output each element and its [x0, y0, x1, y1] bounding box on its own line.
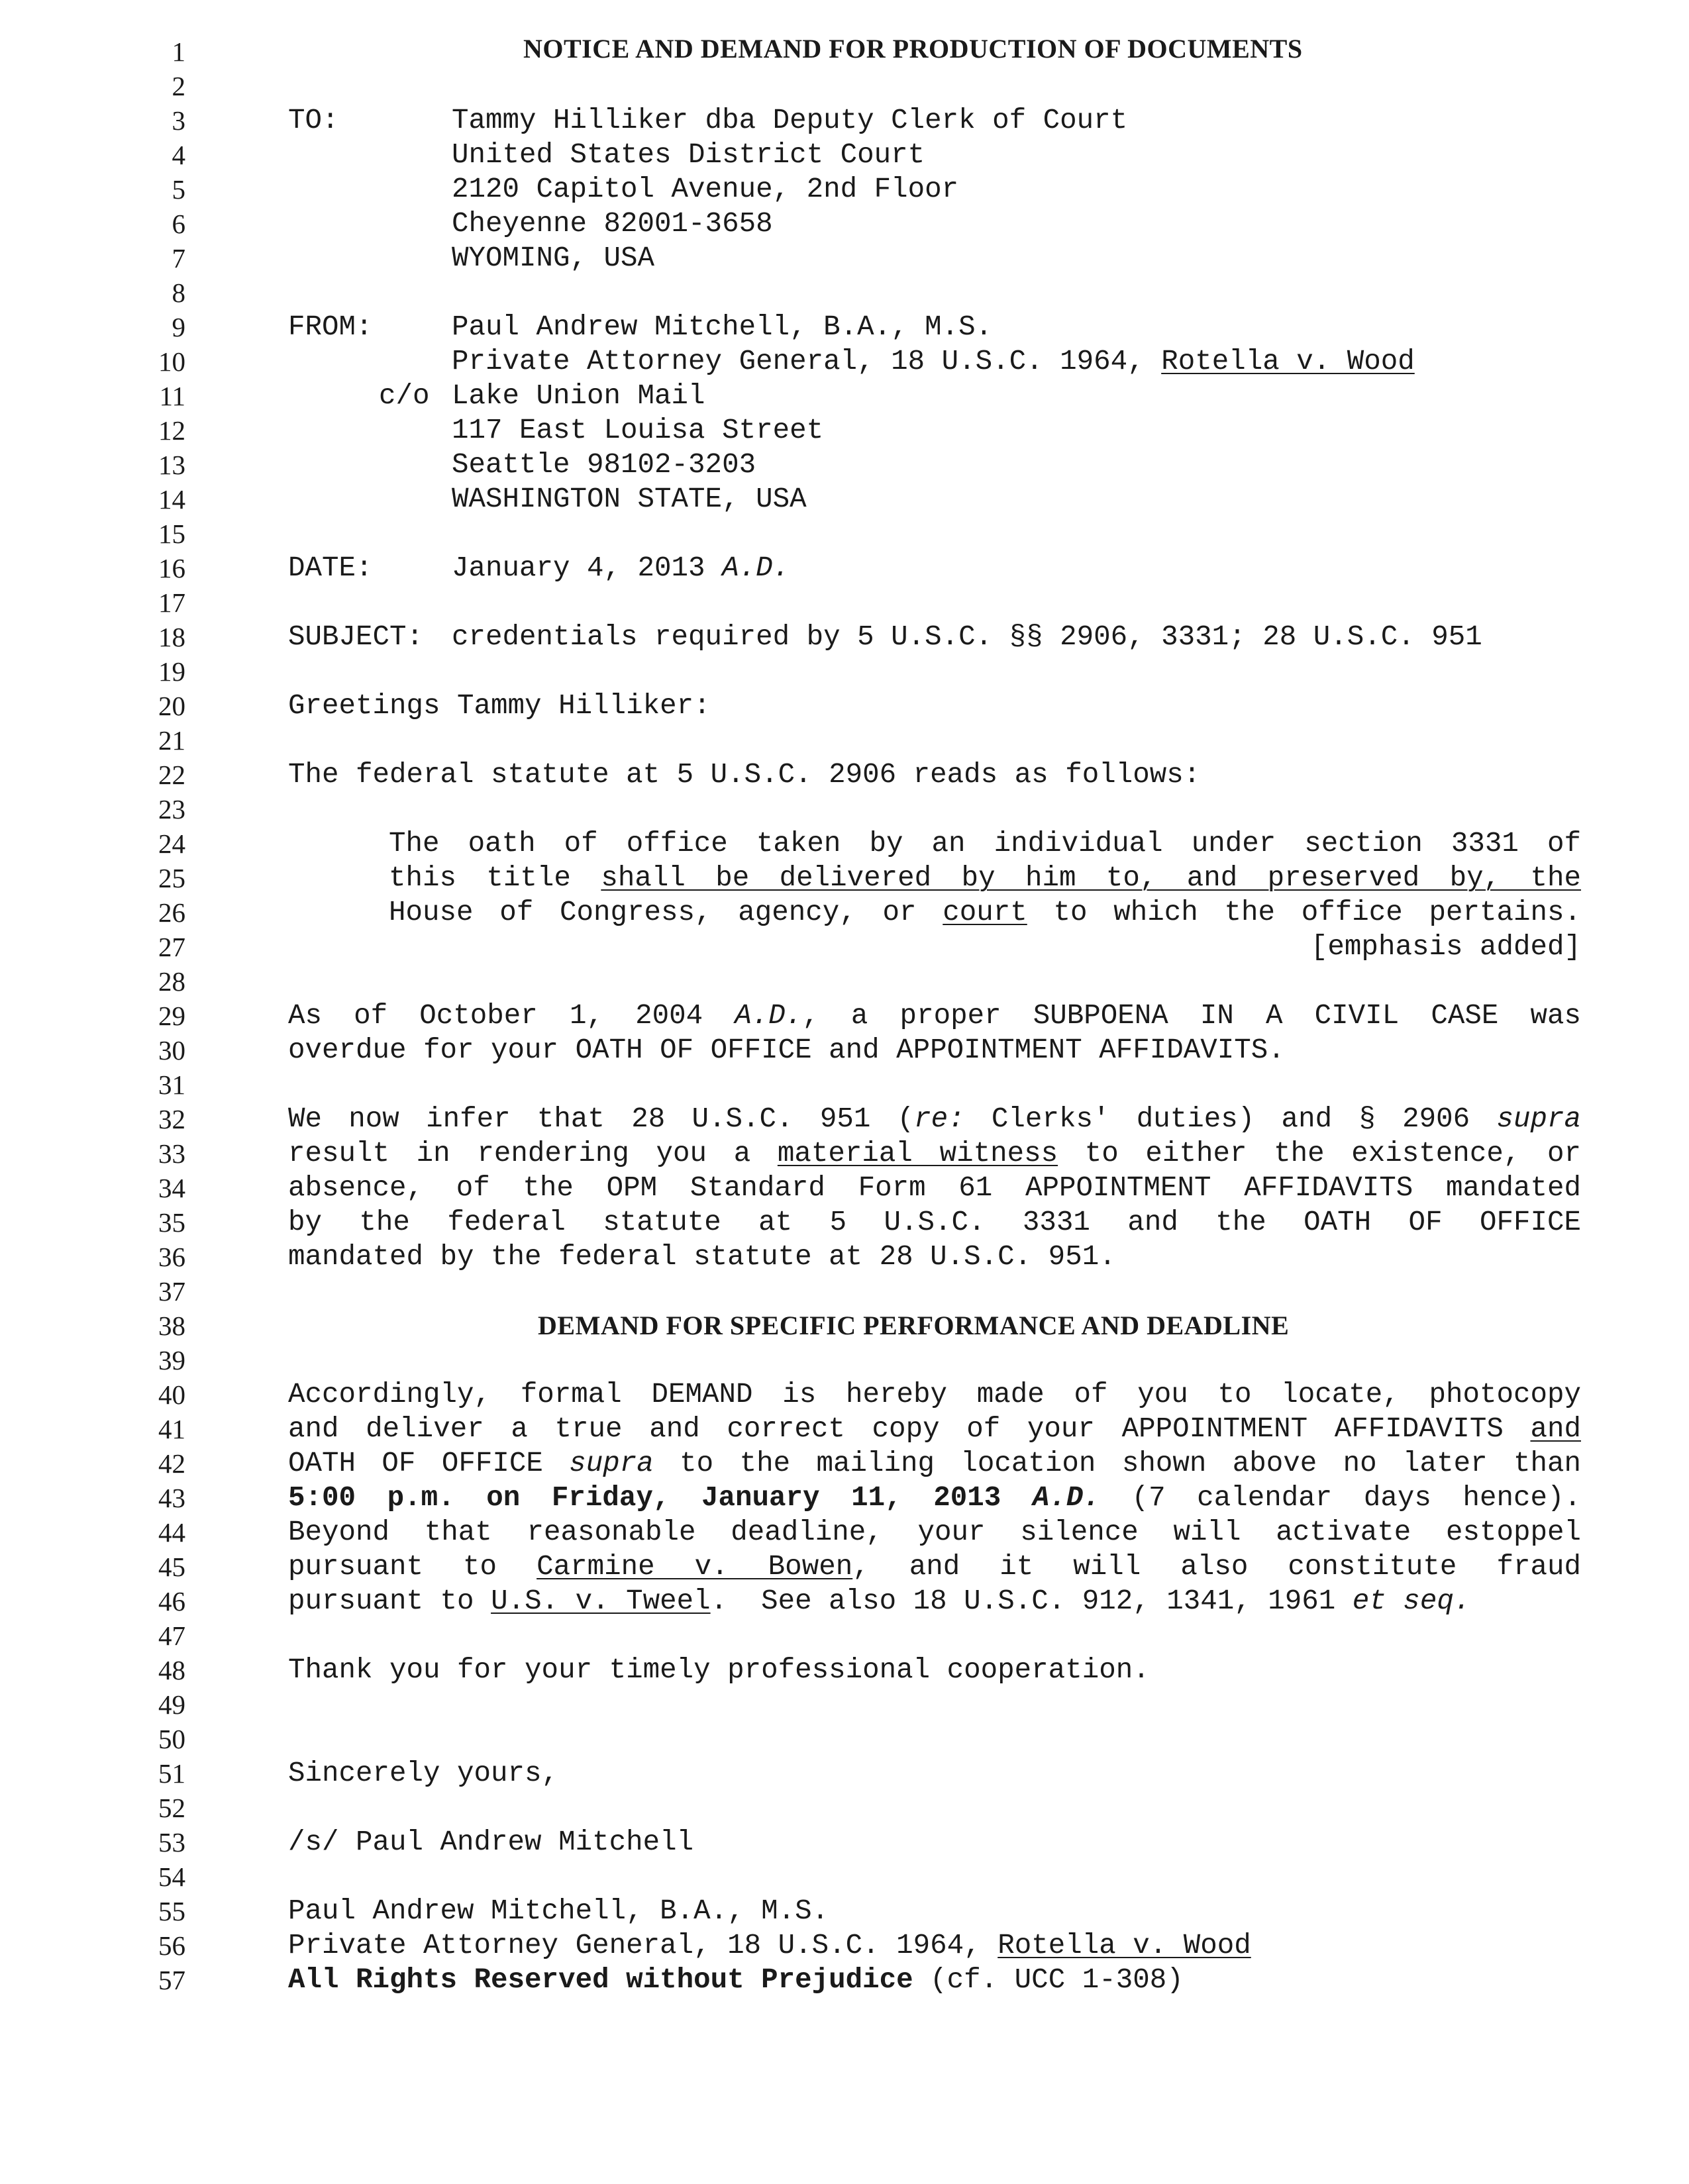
deadline-text: 5:00 p.m. on Friday, January 11, 2013: [288, 1482, 1033, 1514]
para3-line-2: [288, 1412, 1581, 1446]
date-value: [452, 551, 790, 585]
line-number: 20: [158, 691, 185, 721]
para1-line-1: [288, 999, 1581, 1033]
quote-line-2-text: this title: [389, 862, 601, 894]
line-number: 5: [172, 174, 185, 205]
para3-l7-b: . See also 18 U.S.C. 912, 1341, 1961: [710, 1585, 1353, 1617]
line-number: 46: [158, 1586, 185, 1616]
line-number: 4: [172, 140, 185, 170]
para3-l3-b: to the mailing location shown above no later than: [653, 1448, 1581, 1479]
line-number: 35: [158, 1207, 185, 1238]
line-number: 7: [172, 243, 185, 273]
para3-l2-a: and deliver a true and correct copy of your APPOINTMENT AFFIDAVITS: [288, 1413, 1531, 1445]
line-number: 16: [158, 553, 185, 583]
ucc-reference: (cf. UCC 1-308): [913, 1964, 1184, 1996]
line-number: 18: [158, 622, 185, 652]
para3-l3-supra: supra: [569, 1448, 654, 1479]
para3-line-4: [288, 1481, 1581, 1515]
para2-l1-supra: supra: [1496, 1103, 1581, 1135]
line-number: 33: [158, 1138, 185, 1169]
line-number: 48: [158, 1655, 185, 1685]
line-number: 49: [158, 1689, 185, 1720]
line-number: 25: [158, 863, 185, 893]
para3-line-3: [288, 1446, 1581, 1481]
para2-l1-b: Clerks' duties) and § 2906: [964, 1103, 1497, 1135]
para1-line-2: overdue for your OATH OF OFFICE and APPOINTMENT AFFIDAVITS.: [288, 1034, 1285, 1066]
line-number: 42: [158, 1448, 185, 1479]
line-number: 2: [172, 71, 185, 101]
quote-line-3-text-b: to which the office pertains.: [1027, 897, 1581, 928]
rights-reserved: [288, 1963, 1184, 1997]
line-number: 21: [158, 725, 185, 756]
date-label: DATE:: [288, 552, 373, 584]
from-line-4: WASHINGTON STATE, USA: [452, 483, 807, 515]
date-era: A.D.: [722, 552, 790, 584]
line-number: 29: [158, 1001, 185, 1031]
line-number: 38: [158, 1311, 185, 1341]
line-number: 36: [158, 1242, 185, 1272]
from-name: Paul Andrew Mitchell, B.A., M.S.: [452, 311, 993, 343]
line-number: 34: [158, 1173, 185, 1203]
line-number: 55: [158, 1896, 185, 1926]
line-number: 39: [158, 1345, 185, 1375]
statute-intro: The federal statute at 5 U.S.C. 2906 reads as follows:: [288, 759, 1201, 791]
line-number: 50: [158, 1724, 185, 1754]
document-title: NOTICE AND DEMAND FOR PRODUCTION OF DOCUMENTS: [523, 34, 1303, 64]
subject-label: SUBJECT:: [288, 621, 424, 653]
quote-line-3-text-a: House of Congress, agency, or: [389, 897, 943, 928]
line-number: 13: [158, 450, 185, 480]
quote-emphasis-2: court: [943, 897, 1027, 928]
para2-line-1: [288, 1102, 1581, 1136]
line-number: 30: [158, 1035, 185, 1066]
line-number: 8: [172, 277, 185, 308]
quote-line-1: The oath of office taken by an individual under section 3331 of: [389, 828, 1581, 860]
deadline-era: A.D.: [1032, 1482, 1100, 1514]
to-line-4: Cheyenne 82001-3658: [452, 208, 773, 240]
para3-l2-and: and: [1530, 1413, 1581, 1445]
line-number: 41: [158, 1414, 185, 1444]
from-title: [452, 344, 1415, 379]
line-number: 44: [158, 1517, 185, 1548]
quote-emphasis-1: shall be delivered by him to, and preserved by, the: [601, 862, 1582, 894]
line-number: 40: [158, 1379, 185, 1410]
line-number: 1: [172, 36, 185, 67]
sig-title-text: Private Attorney General, 18 U.S.C. 1964,: [288, 1930, 998, 1961]
quote-line-3: [389, 895, 1581, 930]
line-number: 15: [158, 519, 185, 549]
case-citation-tweel: U.S. v. Tweel: [491, 1585, 711, 1617]
line-number: 51: [158, 1758, 185, 1789]
para2-l1-re: re:: [914, 1103, 965, 1135]
from-title-text: Private Attorney General, 18 U.S.C. 1964,: [452, 346, 1162, 377]
para3-line-6: [288, 1550, 1581, 1584]
line-number: 22: [158, 760, 185, 790]
to-line-1: Tammy Hilliker dba Deputy Clerk of Court: [452, 105, 1128, 136]
line-number: 24: [158, 828, 185, 859]
para2-l2-b: to either the existence, or: [1058, 1138, 1581, 1169]
from-label: FROM:: [288, 311, 373, 343]
line-number: 28: [158, 966, 185, 997]
to-line-3: 2120 Capitol Avenue, 2nd Floor: [452, 174, 959, 205]
to-line-2: United States District Court: [452, 139, 925, 171]
line-number: 47: [158, 1620, 185, 1651]
line-number: 17: [158, 587, 185, 618]
line-number: 57: [158, 1965, 185, 1995]
closing: Sincerely yours,: [288, 1758, 559, 1789]
line-number: 11: [159, 381, 185, 411]
sig-name: Paul Andrew Mitchell, B.A., M.S.: [288, 1895, 829, 1927]
date-text: January 4, 2013: [452, 552, 723, 584]
rights-reserved-bold: All Rights Reserved without Prejudice: [288, 1964, 913, 1996]
line-number: 12: [158, 415, 185, 446]
to-line-5: WYOMING, USA: [452, 242, 655, 274]
line-number: 32: [158, 1104, 185, 1134]
line-number: 14: [158, 484, 185, 515]
para1-text-b: , a proper SUBPOENA IN A CIVIL CASE was: [802, 1000, 1581, 1032]
line-number: 9: [172, 312, 185, 342]
line-number: 27: [158, 932, 185, 962]
line-number: 43: [158, 1483, 185, 1513]
para2-line-4: by the federal statute at 5 U.S.C. 3331 and the OATH OF OFFICE: [288, 1207, 1581, 1238]
line-number: 10: [158, 346, 185, 377]
para1-era: A.D.: [735, 1000, 803, 1032]
sig-case-rotella: Rotella v. Wood: [998, 1930, 1251, 1961]
para3-l7-a: pursuant to: [288, 1585, 491, 1617]
para2-line-2: [288, 1136, 1581, 1171]
para1-text-a: As of October 1, 2004: [288, 1000, 735, 1032]
sig-title: [288, 1928, 1251, 1963]
line-number: 45: [158, 1552, 185, 1582]
greeting: Greetings Tammy Hilliker:: [288, 690, 711, 722]
line-number: 23: [158, 794, 185, 824]
line-number: 37: [158, 1276, 185, 1307]
thanks-line: Thank you for your timely professional cooperation.: [288, 1654, 1150, 1686]
para3-line-1: Accordingly, formal DEMAND is hereby made of you to locate, photocopy: [288, 1379, 1581, 1411]
from-care-of: c/o: [379, 380, 430, 412]
para3-l6-b: , and it will also constitute fraud: [852, 1551, 1581, 1583]
case-citation-rotella: Rotella v. Wood: [1161, 346, 1415, 377]
line-number: 56: [158, 1930, 185, 1961]
line-number: 54: [158, 1861, 185, 1892]
para2-l2-a: result in rendering you a: [288, 1138, 778, 1169]
line-number: 19: [158, 656, 185, 687]
deadline-note: (7 calendar days hence).: [1100, 1482, 1581, 1514]
para3-line-5: Beyond that reasonable deadline, your silence will activate estoppel: [288, 1516, 1581, 1548]
quote-line-2: [389, 861, 1581, 895]
et-seq: et seq.: [1352, 1585, 1471, 1617]
para3-line-7: [288, 1584, 1470, 1618]
from-line-2: 117 East Louisa Street: [452, 415, 824, 446]
para2-line-3: absence, of the OPM Standard Form 61 APPOINTMENT AFFIDAVITS mandated: [288, 1172, 1581, 1204]
material-witness: material witness: [777, 1138, 1058, 1169]
line-number: 31: [158, 1069, 185, 1100]
line-number: 26: [158, 897, 185, 928]
emphasis-note: [emphasis added]: [1310, 931, 1581, 963]
para3-l6-a: pursuant to: [288, 1551, 537, 1583]
subject-value: credentials required by 5 U.S.C. §§ 2906, 3331; 28 U.S.C. 951: [452, 621, 1482, 653]
from-line-3: Seattle 98102-3203: [452, 449, 756, 481]
demand-heading: DEMAND FOR SPECIFIC PERFORMANCE AND DEADLINE: [538, 1311, 1290, 1340]
line-number: 6: [172, 209, 185, 239]
line-number: 3: [172, 105, 185, 136]
para2-line-5: mandated by the federal statute at 28 U.S.C. 951.: [288, 1241, 1116, 1273]
to-label: TO:: [288, 105, 339, 136]
para2-l1-a: We now infer that 28 U.S.C. 951 (: [288, 1103, 915, 1135]
signature: /s/ Paul Andrew Mitchell: [288, 1826, 694, 1858]
case-citation-carmine: Carmine v. Bowen: [537, 1551, 853, 1583]
para3-l3-a: OATH OF OFFICE: [288, 1448, 570, 1479]
line-number: 53: [158, 1827, 185, 1858]
from-line-1: Lake Union Mail: [452, 380, 705, 412]
line-number: 52: [158, 1793, 185, 1823]
